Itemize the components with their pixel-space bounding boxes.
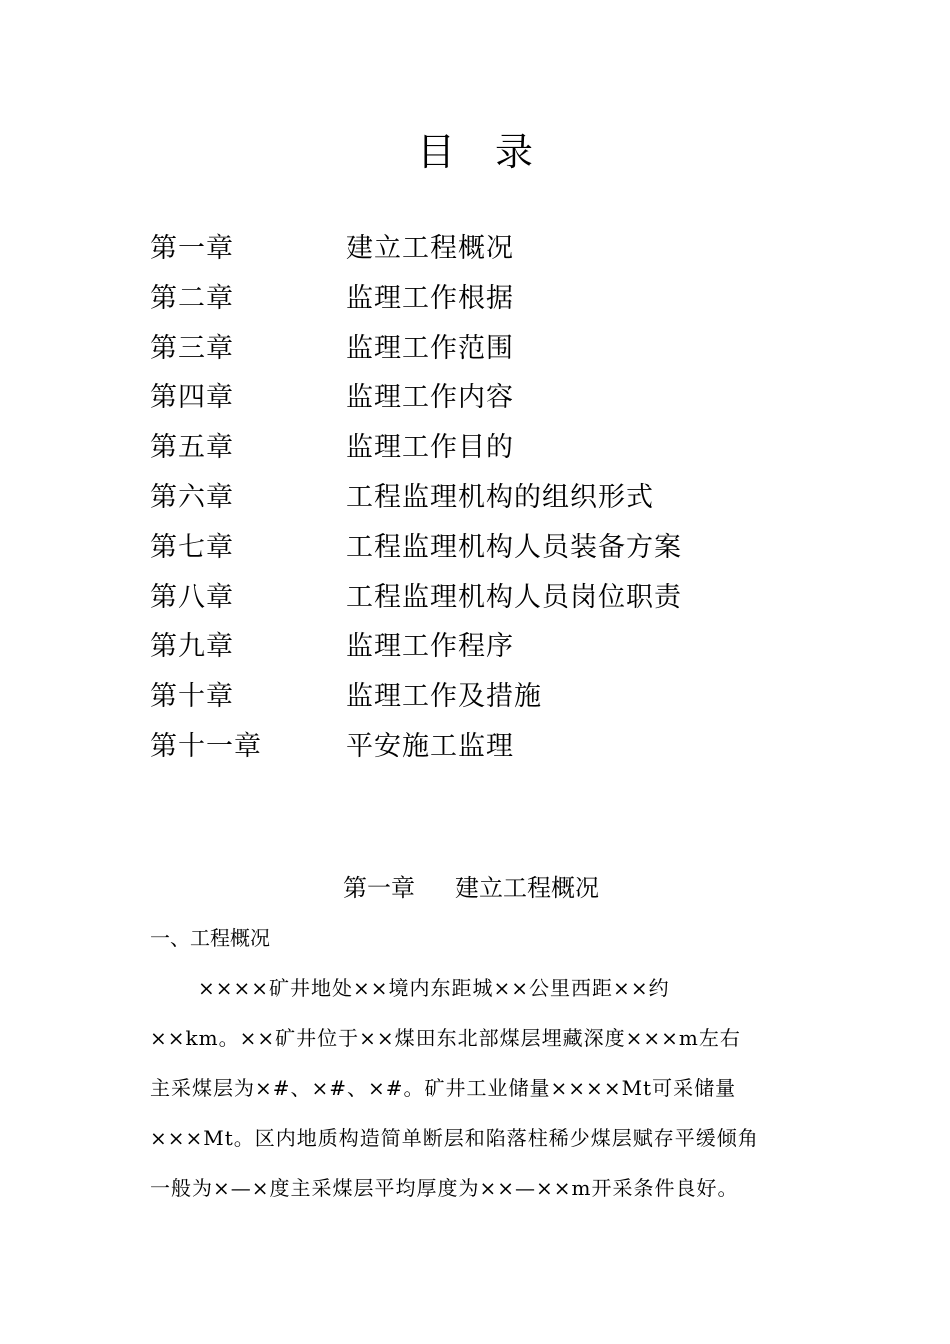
toc-chapter-title: 平安施工监理 [346, 730, 514, 762]
toc-entry [150, 224, 850, 274]
toc-chapter-number: 第六章 [150, 481, 234, 513]
toc-chapter-number: 第三章 [150, 332, 234, 364]
toc-chapter-number: 第五章 [150, 432, 234, 464]
toc-entry [150, 523, 850, 573]
toc-entry [150, 324, 850, 374]
toc-chapter-number: 第十一章 [150, 730, 262, 762]
toc-title-char-2: 录 [495, 130, 534, 174]
toc-entry [150, 274, 850, 324]
paragraph-line: ×××Mt。区内地质构造简单断层和陷落柱稀少煤层赋存平缓倾角 [150, 1126, 759, 1150]
toc-chapter-title: 监理工作根据 [346, 282, 514, 314]
paragraph-line: ××××矿井地处××境内东距城××公里西距××约 [198, 976, 670, 1000]
toc-chapter-number: 第七章 [150, 531, 234, 563]
chapter-heading [343, 868, 599, 908]
toc-entry [150, 622, 850, 672]
toc-entry [150, 573, 850, 623]
toc-chapter-title: 工程监理机构的组织形式 [346, 481, 654, 513]
toc-chapter-number: 第二章 [150, 282, 234, 314]
chapter-number: 第一章 [343, 874, 415, 902]
chapter-title: 建立工程概况 [455, 874, 599, 902]
toc-chapter-number: 第八章 [150, 581, 234, 613]
toc-chapter-title: 监理工作范围 [346, 332, 514, 364]
toc-chapter-title: 工程监理机构人员装备方案 [346, 531, 682, 563]
toc-chapter-title: 监理工作程序 [346, 631, 514, 663]
toc-entry [150, 722, 850, 772]
toc-chapter-number: 第四章 [150, 382, 234, 414]
toc-chapter-number: 第九章 [150, 631, 234, 663]
toc-entry [150, 473, 850, 523]
toc-chapter-number: 第十章 [150, 681, 234, 713]
toc-chapter-title: 监理工作及措施 [346, 681, 542, 713]
toc-chapter-number: 第一章 [150, 233, 234, 264]
toc-title-char-1: 目 [416, 130, 455, 174]
toc-entry [150, 423, 850, 473]
paragraph-line: 主采煤层为×#、×#、×#。矿井工业储量××××Mt可采储量 [150, 1076, 737, 1100]
toc-list [150, 224, 850, 772]
toc-title [0, 124, 950, 180]
toc-entry [150, 672, 850, 722]
toc-chapter-title: 监理工作内容 [346, 382, 514, 414]
paragraph-line: ××km。××矿井位于××煤田东北部煤层埋藏深度×××m左右 [150, 1026, 741, 1050]
toc-chapter-title: 建立工程概况 [346, 233, 514, 264]
section-heading: 一、工程概况 [150, 926, 270, 950]
toc-entry [150, 373, 850, 423]
toc-chapter-title: 监理工作目的 [346, 432, 514, 464]
toc-chapter-title: 工程监理机构人员岗位职责 [346, 581, 682, 613]
paragraph-line: 一般为×—×度主采煤层平均厚度为××—××m开采条件良好。 [150, 1176, 739, 1200]
